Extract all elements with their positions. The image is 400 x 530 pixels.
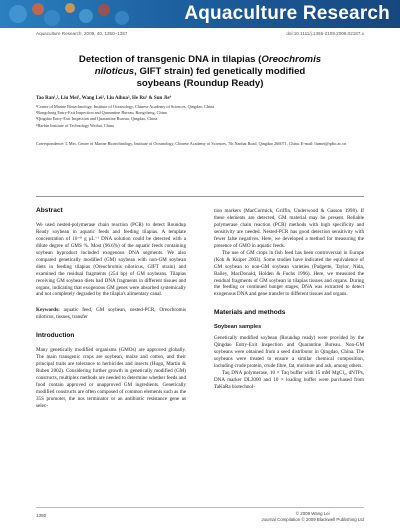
methods-paragraph-2: Taq DNA polymerase, 10 × Taq buffer with 15 mM MgCl₂, dNTPs, DNA marker DL2000 and 10 × loading buffer were purchased from TaKaRa biotechnol- xyxy=(214,370,364,390)
journal-banner xyxy=(0,0,400,28)
introduction-heading: Introduction xyxy=(36,332,75,340)
doi-line[interactable]: doi:10.1111/j.1365-2109.2009.02187.x xyxy=(286,31,364,36)
title-line-3: soybeans (Roundup Ready) xyxy=(136,78,264,89)
intro-paragraph-2: The use of GM crops in fish feed has been controversial in Europe (Kok & Kuiper 2003). Some studies have indicated the equivalence of GM soybean to non-GM soybean varieties (Padgette, Taylor, Nida, Bailey, MacDonald, Holden & Fuchs 1996). Here, we measured the residual fragments of GM soybean in tilapias tissues and organs. During the feeding or continued hunger stages, DNA was extracted to detect exogenous DNA and gene transfer to different tissues and organs. xyxy=(214,249,364,298)
keywords-list: aquatic feed, GM soybean, nested-PCR, Oreochromis niloticus, tissues, transfer xyxy=(36,307,186,321)
soybean-samples-heading: Soybean samples xyxy=(214,324,262,331)
coral-reef-graphic xyxy=(0,0,140,28)
citation-line: Aquaculture Research, 2009, 40, 1350–1357 xyxy=(36,31,128,36)
methods-paragraph-1: Genetically modified soybean (Roundup ready) were provided by the Qingdao Entry-Exit Inspection and Quarantine Bureau. Non-GM soybeans were obtained from a seed distributor in Qingdao, China. The soybeans were treated to ensure a similar chemical composition, including crude protein, crude fibre, fat, moisture and ash, among others. xyxy=(214,335,364,370)
affiliations xyxy=(36,104,364,129)
correspondence: Correspondence: L Mei, Center of Marine Biotechnology, Institute of Oceanology, Chinese Academy of Sciences, 7th Nanhai Road, Qingdao 266071, China. E-mail: liumei@qdio.ac.cn xyxy=(36,140,347,146)
affiliation-1: ¹Center of Marine Biotechnology, Institute of Oceanology, Chinese Academy of Sciences, Qingdao, China xyxy=(36,104,215,109)
methods-heading: Materials and methods xyxy=(214,309,286,317)
article-title xyxy=(36,54,364,90)
copyright-block xyxy=(261,511,364,523)
abstract-text: We used nested-polymerase chain reaction (PCR) to detect Roundup Ready soybean in aquatic feeds and feeding tilapias. A template concentration of 10⁻⁸ g μL⁻¹ DNA solution could be detected with a dilute degree of GMS %. Most (96.6%) of the aquatic feeds containing soybean byproduct included exogenous DNA segments. We also compared genetically modified (GM) soybean with non-GM soybean diets in feeding tilapias (Oreochromis niloticus, GIFT strain) and examined the residual fragments (254 bp) of GM soybeans. Tilapias receiving GM soybean diets had DNA fragments in different tissues and organs, indicating that exogenous GM genes were absorbed systemically and not completely degraded by the tilapia's alimentary canal. xyxy=(36,221,186,298)
copyright-line: © 2009 Wang Lei xyxy=(295,511,330,516)
left-column xyxy=(36,208,186,410)
publisher-line: Journal Compilation © 2009 Blackwell Publishing Ltd xyxy=(261,517,364,522)
affiliation-3: ³Qingdao Entry-Exit Inspection and Quarantine Bureau, Qingdao, China xyxy=(36,116,158,122)
page-number: 1350 xyxy=(36,513,47,518)
header-divider xyxy=(36,196,364,197)
journal-title: Aquaculture Research xyxy=(184,3,390,24)
keywords-label: Keywords: xyxy=(36,307,60,314)
intro-continued: tion markers (MacCormick, Griffin, Underwood & Gasson 1998). If these elements are detected, GM material may be present. Reliable polymerase chain reaction (PCR) methods with high specificity and sensitivity are needed. Nested-PCR has good detection sensitivity with fewer false negatives. Here, we developed a method for measuring the presence of GMO in aquatic feeds. xyxy=(214,208,364,249)
affiliation-4: ⁴Harbin Institute of Technology Weihai, China xyxy=(36,122,114,128)
right-column xyxy=(214,208,364,391)
affiliation-2: ²Rongcheng Entry-Exit Inspection and Quarantine Bureau, Rongcheng, China xyxy=(36,110,167,116)
title-line-2: niloticus, GIFT strain) fed genetically modified xyxy=(94,66,306,77)
front-matter xyxy=(36,96,364,147)
abstract-heading: Abstract xyxy=(36,207,63,214)
title-line-1: Detection of transgenic DNA in tilapias (Oreochromis xyxy=(78,54,322,65)
author-list: Tao Ran¹,², Liu Mei¹, Wang Lei¹, Liu Aihua², He Ru³ & Sun Jie⁴ xyxy=(36,96,172,101)
footer-divider xyxy=(36,507,364,508)
introduction-text: Many genetically modified organisms (GMOs) are approved globally. The main transgenic crops are soybean, maize and cotton, and their principal traits are tolerance to herbicides and insects (Hugo, Martin & Ruben 2002). Considering further growth in genetically modified (GM) constructs, multiplex methods are needed to determine whether feeds and food contain approved or unapproved GM ingredients. Genetically modified constructs are often composed of common elements such as the 35S promoter, the nos terminator or an antibiotic resistance gene as selec- xyxy=(36,347,186,409)
keywords xyxy=(36,307,186,321)
